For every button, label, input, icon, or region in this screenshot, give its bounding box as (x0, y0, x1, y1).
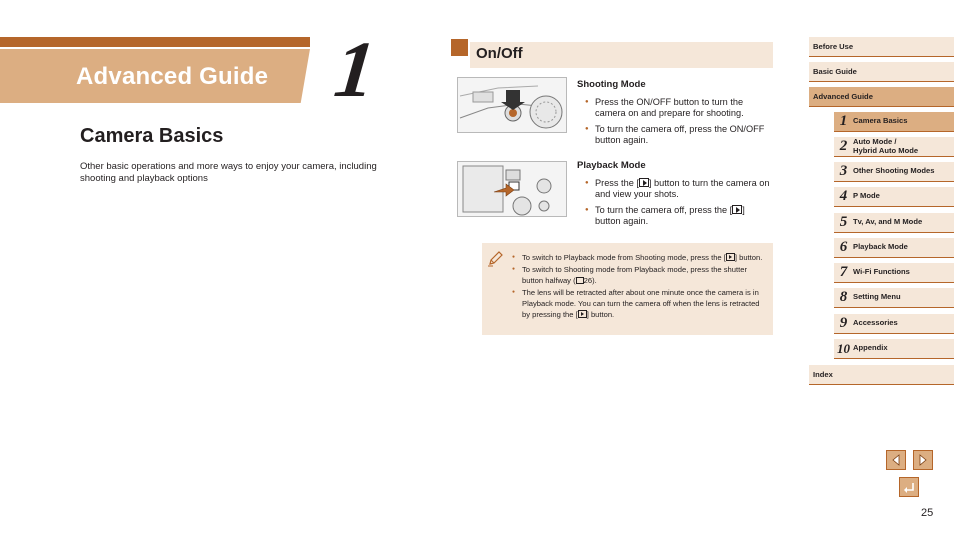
text: ] button to turn the camera on and view your shots. (595, 178, 770, 199)
list-item (512, 264, 766, 287)
heading-marker (451, 39, 468, 56)
chapter-label: P Mode (853, 191, 880, 201)
nav-chapter-5[interactable] (834, 213, 954, 233)
return-icon (902, 481, 916, 493)
nav-before-use[interactable]: Before Use (809, 37, 954, 57)
onoff-heading: On/Off (476, 45, 523, 62)
section-description: Other basic operations and more ways to enjoy your camera, including shooting and playback options (80, 161, 377, 184)
nav-chapter-1[interactable] (834, 112, 954, 132)
text: To switch to Playback mode from Shooting mode, press the [ (522, 253, 726, 262)
text: To switch to Shooting mode from Playback mode, press the shutter button halfway ( (522, 264, 747, 286)
playback-button-icon (578, 310, 587, 318)
nav-chapter-7[interactable] (834, 263, 954, 283)
nav-chapter-3[interactable] (834, 162, 954, 182)
text: ] button. (734, 253, 763, 262)
camera-back-illustration (457, 161, 567, 217)
shooting-mode-list (585, 97, 770, 151)
pencil-icon (487, 249, 505, 272)
text: ). (592, 276, 597, 286)
list-item (585, 205, 770, 227)
playback-mode-heading: Playback Mode (577, 160, 646, 171)
page-reference-link[interactable]: 26 (583, 276, 593, 286)
chapter-num: 9 (839, 315, 848, 331)
nav-basic-guide[interactable]: Basic Guide (809, 62, 954, 82)
playback-button-icon (726, 253, 735, 261)
chapter-num: 1 (839, 113, 848, 129)
arrow-left-icon (891, 454, 901, 466)
chapter-label: Setting Menu (853, 292, 901, 302)
nav-index[interactable]: Index (809, 365, 954, 385)
text: The lens will be retracted after about one minute once the camera is in Playback mode. You can turn the camera off when the lens is retracted by pressing the [ (522, 287, 760, 320)
list-item (585, 178, 770, 200)
chapter-num: 5 (839, 214, 848, 230)
text: ] button. (586, 310, 615, 320)
next-page-button[interactable] (913, 450, 933, 470)
chapter-num: 3 (839, 163, 848, 179)
playback-mode-list (585, 178, 770, 232)
chapter-label: Camera Basics (853, 116, 908, 126)
nav-chapter-8[interactable] (834, 288, 954, 308)
camera-top-illustration (457, 77, 567, 133)
page-number: 25 (921, 507, 934, 519)
nav-chapter-2[interactable] (834, 137, 954, 157)
label-line: Auto Mode / (853, 137, 897, 146)
chapter-num: 2 (839, 138, 848, 154)
text: ] button again. (595, 205, 745, 226)
note-box (482, 243, 773, 335)
list-item: ● To turn the camera off, press the ON/OFF button again. (585, 124, 770, 146)
chapter-num: 6 (839, 239, 848, 255)
arrow-right-icon (918, 454, 928, 466)
note-list (512, 252, 766, 321)
list-item: ● Press the ON/OFF button to turn the camera on and prepare for shooting. (585, 97, 770, 119)
chapter-num: 8 (839, 289, 848, 305)
playback-button-icon (732, 205, 742, 214)
nav-chapter-4[interactable] (834, 187, 954, 207)
nav-chapter-6[interactable] (834, 238, 954, 258)
nav-chapter-10[interactable] (834, 339, 954, 359)
nav-chapter-9[interactable] (834, 314, 954, 334)
chapter-num: 10 (837, 340, 850, 356)
chapter-label: Accessories (853, 318, 898, 328)
chapter-label: Tv, Av, and M Mode (853, 217, 923, 227)
list-item (512, 287, 766, 321)
chapter-label (853, 138, 918, 155)
chapter-num: 7 (839, 264, 848, 280)
playback-button-icon (639, 178, 649, 187)
chapter-number: 1 (330, 26, 380, 114)
chapter-label: Appendix (853, 343, 888, 353)
shooting-mode-heading: Shooting Mode (577, 79, 646, 90)
chapter-label: Playback Mode (853, 242, 908, 252)
text: Press the [ (595, 178, 639, 188)
section-title: Camera Basics (80, 125, 224, 147)
label-line: Hybrid Auto Mode (853, 145, 919, 155)
prev-page-button[interactable] (886, 450, 906, 470)
nav-advanced-guide[interactable]: Advanced Guide (809, 87, 954, 107)
chapter-num: 4 (839, 188, 848, 204)
return-button[interactable] (899, 477, 919, 497)
book-reference-icon (576, 277, 584, 284)
list-item (512, 252, 766, 263)
banner-accent-bar (0, 37, 310, 47)
text: To turn the camera off, press the [ (595, 205, 733, 215)
banner-title: Advanced Guide (76, 63, 269, 90)
chapter-label: Other Shooting Modes (853, 166, 935, 176)
chapter-label: Wi-Fi Functions (853, 267, 910, 277)
